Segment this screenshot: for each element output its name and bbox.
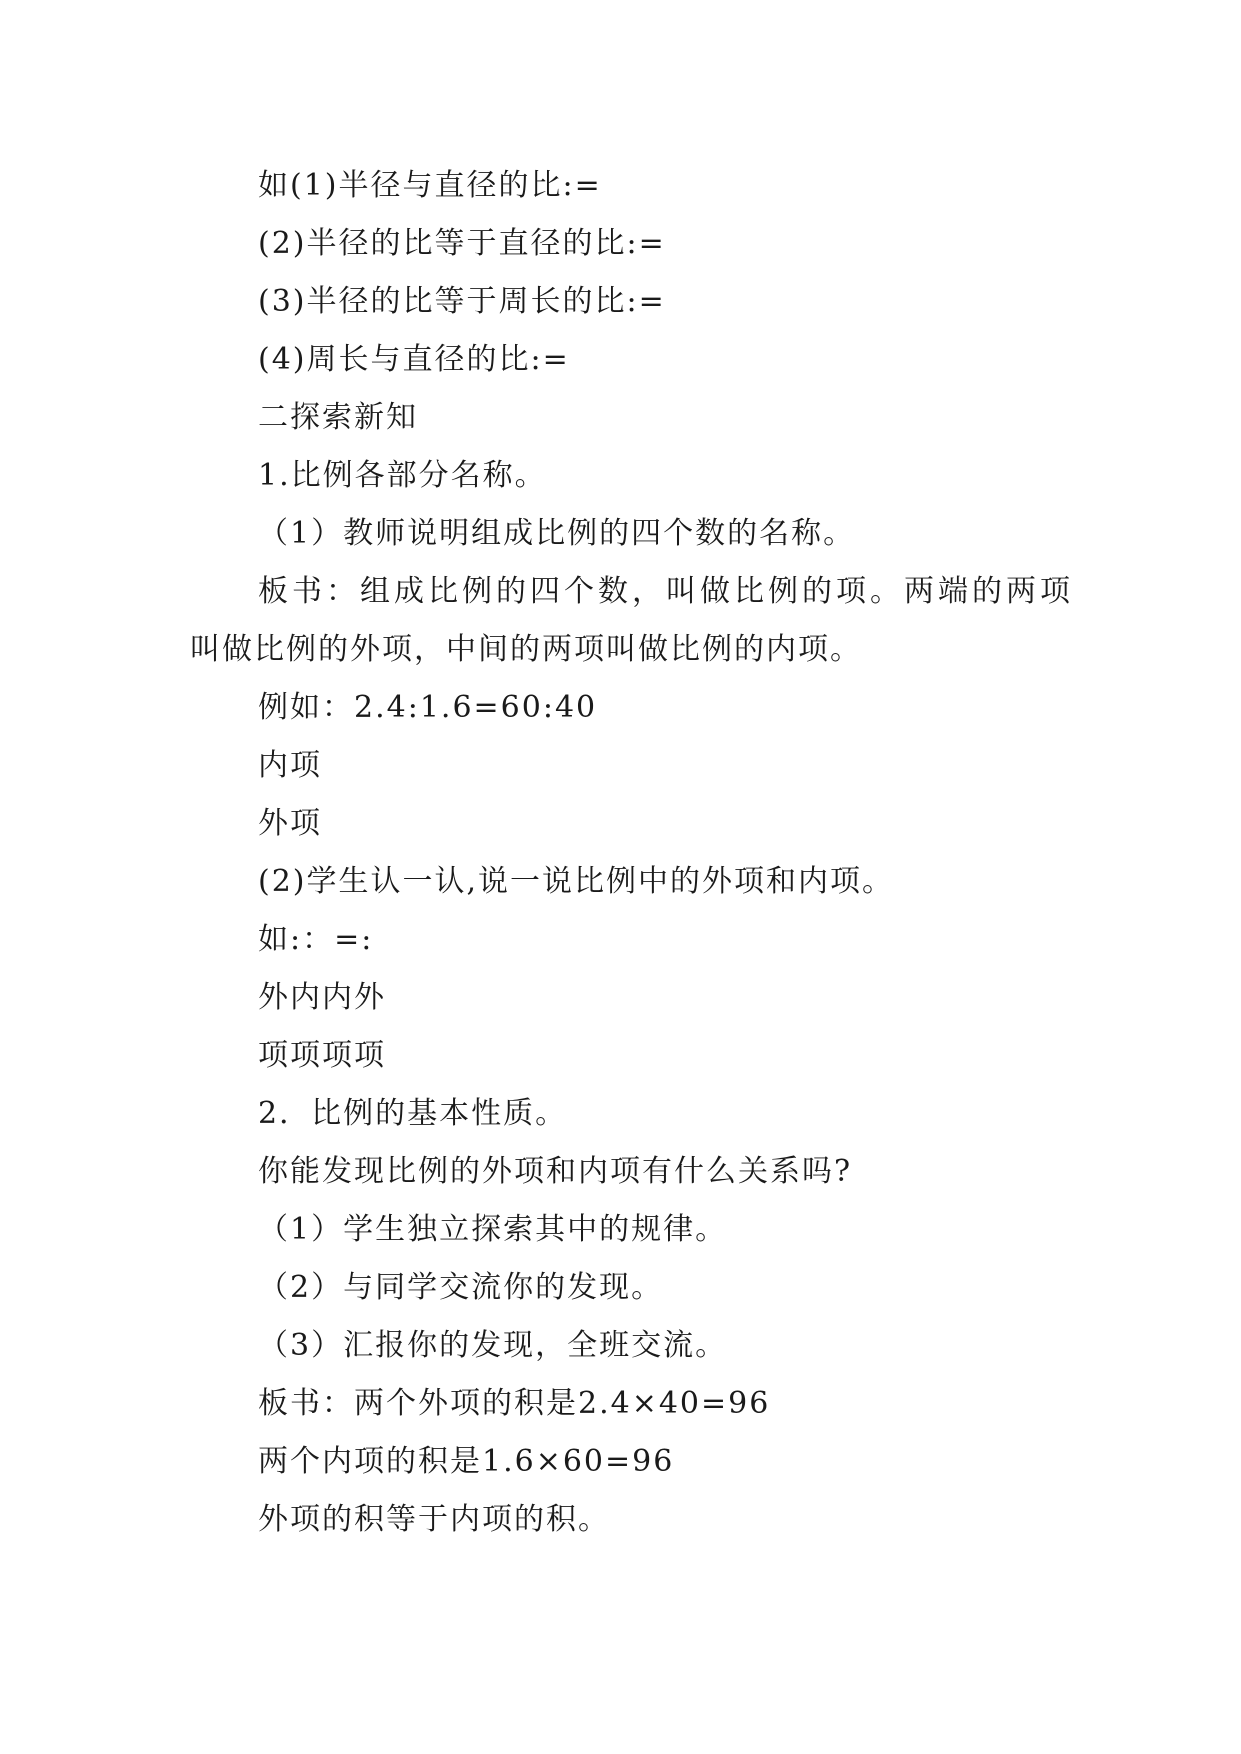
text-line-12: 外项 — [258, 806, 322, 841]
text-line-8: 板书：组成比例的四个数，叫做比例的项。两端的两项 — [258, 574, 1074, 609]
text-line-2: (2)半径的比等于直径的比:= — [258, 226, 666, 261]
text-line-22: 板书：两个外项的积是2.4×40=96 — [258, 1386, 771, 1421]
text-line-14: 如:：=: — [258, 922, 374, 957]
text-line-18: 你能发现比例的外项和内项有什么关系吗? — [258, 1154, 853, 1189]
text-line-9: 叫做比例的外项，中间的两项叫做比例的内项。 — [190, 632, 862, 667]
text-line-10: 例如：2.4:1.6=60:40 — [258, 690, 598, 725]
text-line-23: 两个内项的积是1.6×60=96 — [258, 1444, 675, 1479]
text-line-11: 内项 — [258, 748, 322, 783]
text-line-20: （2）与同学交流你的发现。 — [258, 1270, 664, 1305]
text-line-13: (2)学生认一认,说一说比例中的外项和内项。 — [258, 864, 895, 899]
section-heading: 二探索新知 — [258, 400, 418, 435]
text-line-21: （3）汇报你的发现，全班交流。 — [258, 1328, 728, 1363]
text-line-7: （1）教师说明组成比例的四个数的名称。 — [258, 516, 856, 551]
text-line-6: 1.比例各部分名称。 — [258, 458, 547, 493]
text-line-17: 2．比例的基本性质。 — [258, 1096, 568, 1131]
text-line-4: (4)周长与直径的比:= — [258, 342, 570, 377]
text-line-1: 如(1)半径与直径的比:= — [258, 168, 602, 203]
text-line-15: 外内内外 — [258, 980, 386, 1015]
text-line-16: 项项项项 — [258, 1038, 386, 1073]
text-line-19: （1）学生独立探索其中的规律。 — [258, 1212, 728, 1247]
text-line-24: 外项的积等于内项的积。 — [258, 1502, 610, 1537]
text-line-3: (3)半径的比等于周长的比:= — [258, 284, 666, 319]
